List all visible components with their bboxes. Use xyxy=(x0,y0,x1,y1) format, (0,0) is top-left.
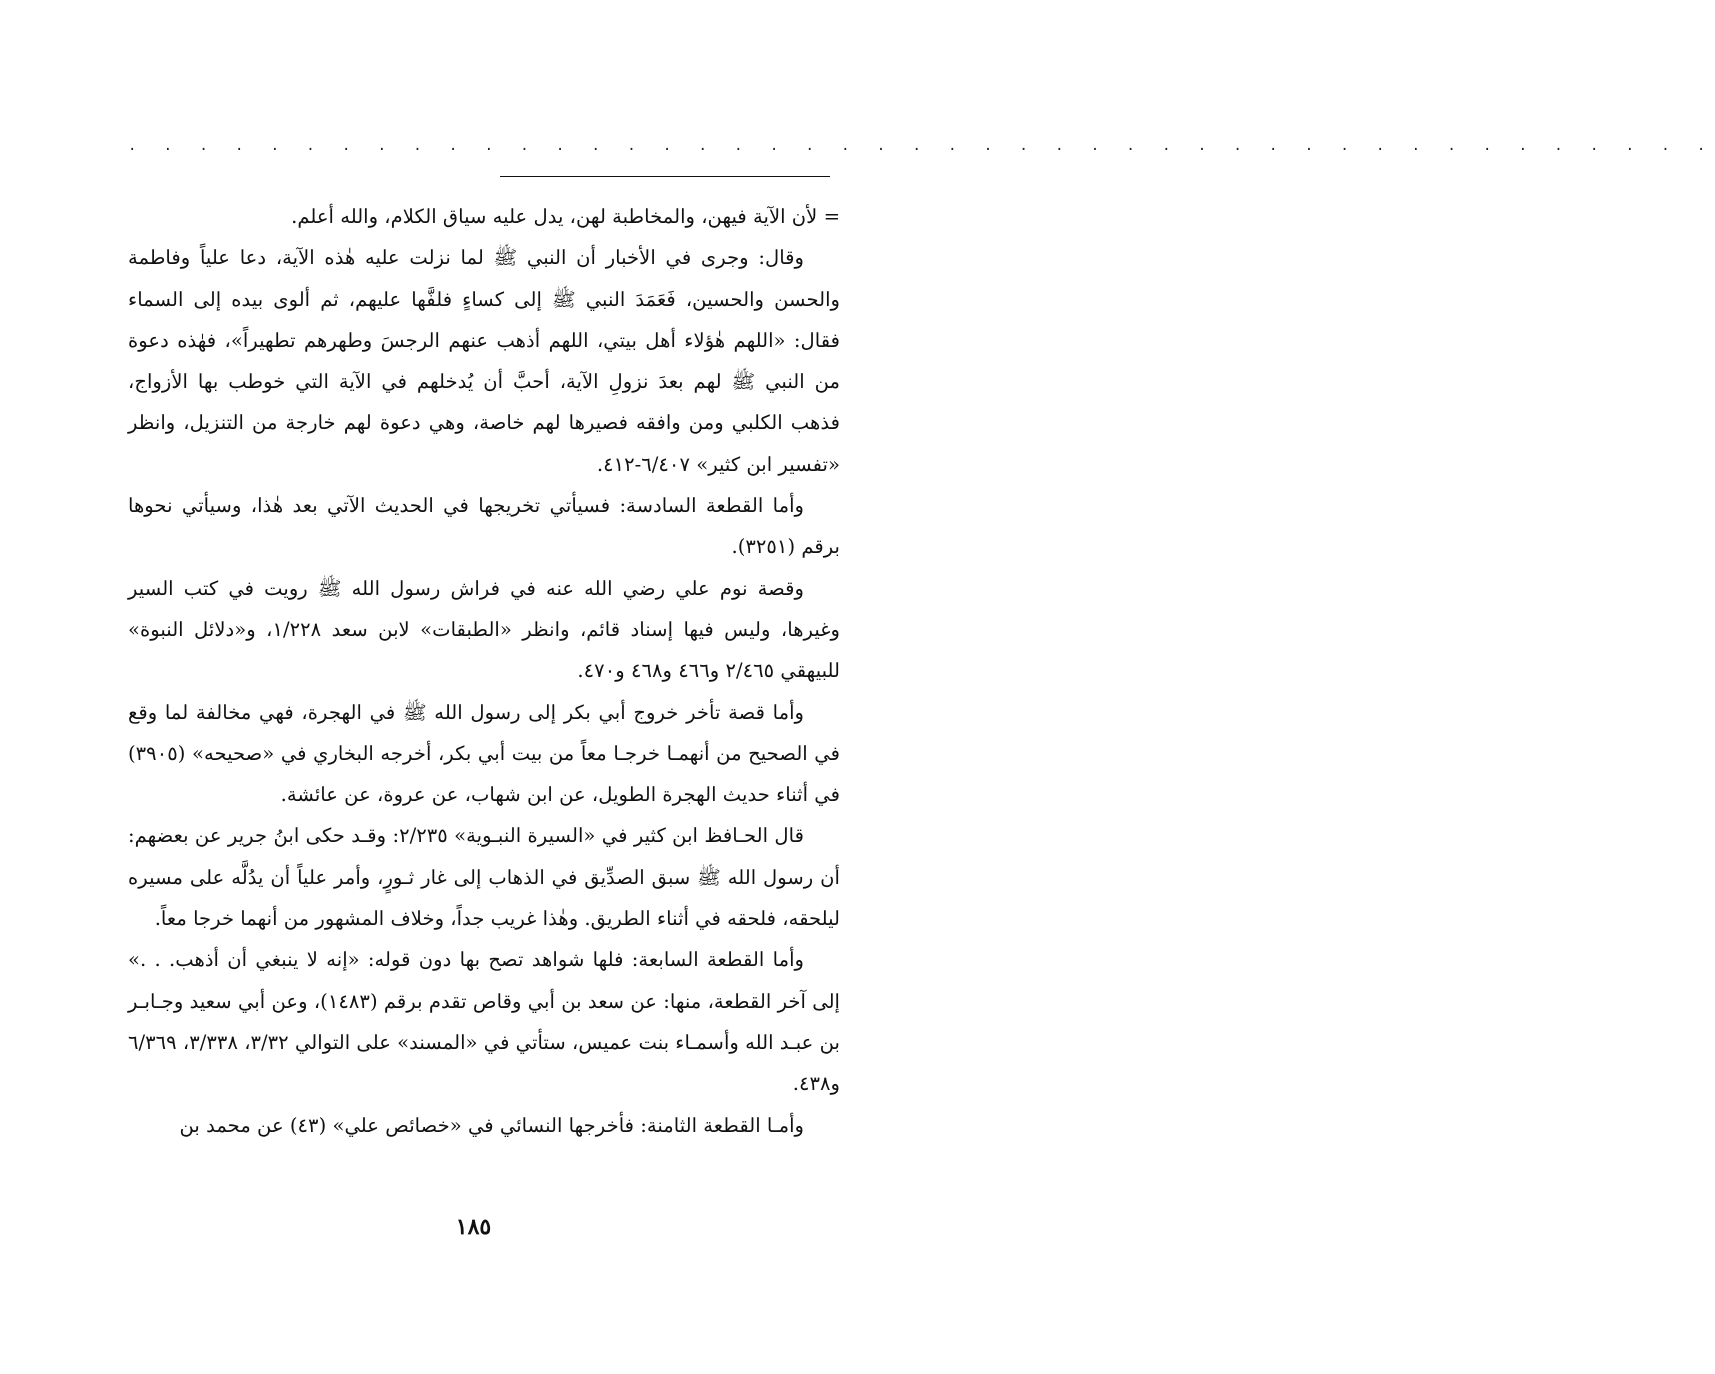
footnote-rule xyxy=(500,176,830,177)
footnote-paragraph: = لأن الآية فيهن، والمخاطبة لهن، يدل عليه سياق الكلام، والله أعلم. xyxy=(291,205,840,228)
footnote-body xyxy=(128,196,840,1146)
dotted-separator: . . . . . . . . . . . . . . . . . . . . . . . . . . . . . . . . . . . . . . . . . . . . . xyxy=(128,138,1715,154)
footnote-paragraph: وأما القطعة السابعة: فلها شواهد تصح بها دون قوله: «إنه لا ينبغي أن أذهب. . .» إلى آخر القطعة، منها: عن سعد بن أبي وقاص تقدم برقم (١٤٨٣)، وعن أبي سعيد وجـابـر بن عبـد الله وأسمـاء بنت عميس، ستأتي في «المسند» على التوالي ٣/٣٢، ٣/٣٣٨، ٦/٣٦٩ و٤٣٨. xyxy=(128,948,840,1096)
footnote-paragraph: وأمـا القطعة الثامنة: فأخرجها النسائي في «خصائص علي» (٤٣) عن محمد بن xyxy=(179,1113,804,1137)
footnote-paragraph: وقال: وجرى في الأخبار أن النبي ﷺ لما نزلت عليه هٰذه الآية، دعا علياً وفاطمة والحسن والحسين، فَعَمَدَ النبي ﷺ إلى كساءٍ فلفَّها عليهم، ثم ألوى بيده إلى السماء فقال: «اللهم هٰؤلاء أهل بيتي، اللهم أذهب عنهم الرجسَ وطهرهم تطهيراً»، فهٰذه دعوة من النبي ﷺ لهم بعدَ نزولِ الآية، أحبَّ أن يُدخلهم في الآية التي خوطب بها الأزواج، فذهب الكلبي ومن وافقه فصيرها لهم خاصة، وهي دعوة لهم خارجة من التنزيل، وانظر «تفسير ابن كثير» ٦/٤٠٧-٤١٢. xyxy=(128,246,840,476)
page-number: ١٨٥ xyxy=(455,1214,492,1240)
footnote-paragraph: وأما القطعة السادسة: فسيأتي تخريجها في الحديث الآتي بعد هٰذا، وسيأتي نحوها برقم (٣٢٥١). xyxy=(128,494,840,559)
footnote-paragraph: وأما قصة تأخر خروج أبي بكر إلى رسول الله ﷺ في الهجرة، فهي مخالفة لما وقع في الصحيح من أنهمـا خرجـا معاً من بيت أبي بكر، أخرجه البخاري في «صحيحه» (٣٩٠٥) في أثناء حديث الهجرة الطويل، عن ابن شهاب، عن عروة، عن عائشة. xyxy=(128,700,840,807)
footnote-paragraph: وقصة نوم علي رضي الله عنه في فراش رسول الله ﷺ رويت في كتب السير وغيرها، وليس فيها إسناد قائم، وانظر «الطبقات» لابن سعد ١/٢٢٨، و«دلائل النبوة» للبيهقي ٢/٤٦٥ و٤٦٦ و٤٦٨ و٤٧٠. xyxy=(128,576,840,683)
footnote-paragraph: قال الحـافظ ابن كثير في «السيرة النبـوية» ٢/٢٣٥: وقـد حكى ابنُ جرير عن بعضهم: أن رسول الله ﷺ سبق الصدِّيق في الذهاب إلى غار ثـورٍ، وأمر علياً أن يدُلَّه على مسيره ليلحقه، فلحقه في أثناء الطريق. وهٰذا غريب جداً، وخلاف المشهور من أنهما خرجا معاً. xyxy=(128,824,840,931)
